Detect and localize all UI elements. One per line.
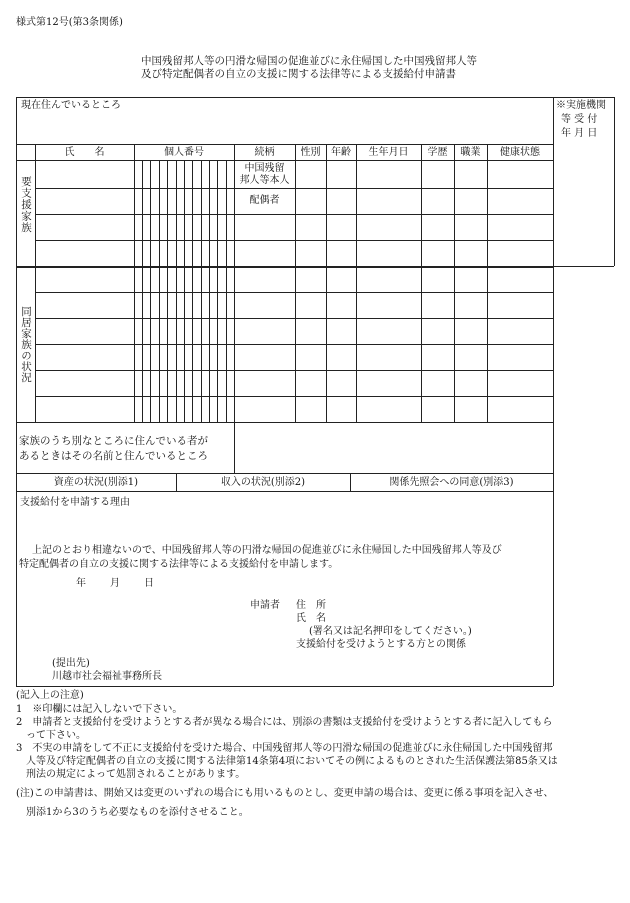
attachment-income: 収入の状況(別添2) bbox=[220, 477, 306, 488]
header-personal-number: 個人番号 bbox=[164, 147, 204, 158]
applicant-relation: 支援給付を受けようとする方との関係 bbox=[296, 639, 466, 650]
header-occupation: 職業 bbox=[460, 147, 481, 158]
relationship-spouse: 配偶者 bbox=[249, 195, 280, 206]
table-row[interactable] bbox=[36, 268, 553, 292]
agency-box-line3: 年 月 日 bbox=[561, 128, 598, 139]
note-3-line2: 人等及び特定配偶者の自立の支援に関する法律第14条第4項においてその例によるものとされた生活保護法第85条又は bbox=[26, 756, 558, 767]
header-birthdate: 生年月日 bbox=[368, 147, 409, 158]
note-1: 1 ※印欄には記入しないで下さい。 bbox=[16, 704, 183, 715]
separate-family-line1: 家族のうち別なところに住んでいる者が bbox=[19, 435, 208, 447]
header-name: 氏 名 bbox=[64, 147, 105, 158]
agency-box-line2: 等 受 付 bbox=[561, 114, 598, 125]
form-number: 様式第12号(第3条関係) bbox=[16, 17, 123, 28]
agency-box-line1: ※実施機関 bbox=[556, 100, 606, 111]
date-month-label: 月 bbox=[110, 578, 120, 589]
header-age: 年齢 bbox=[331, 147, 351, 158]
attachment-consent: 関係先照会への同意(別添3) bbox=[389, 477, 514, 488]
date-day-label: 日 bbox=[144, 578, 154, 589]
form-title-line2: 及び特定配偶者の自立の支援に関する法律等による支援給付申請書 bbox=[141, 68, 456, 80]
header-education: 学歴 bbox=[427, 147, 448, 158]
address-field[interactable] bbox=[17, 98, 553, 144]
applicant-seal-note: (署名又は記名押印をしてください。) bbox=[309, 626, 472, 637]
table-row[interactable] bbox=[36, 241, 553, 266]
note-2-line2: って下さい。 bbox=[26, 730, 86, 741]
address-label: 現在住んでいるところ bbox=[21, 100, 121, 111]
note-2-line1: 2 申請者と支援給付を受けようとする者が異なる場合には、別添の書類は支援給付を受けようとする者に記入してもら bbox=[16, 717, 553, 728]
date-year-label: 年 bbox=[76, 578, 86, 589]
header-relationship: 続柄 bbox=[254, 147, 275, 158]
table-row[interactable] bbox=[36, 293, 553, 318]
submit-to-label: (提出先) bbox=[52, 658, 90, 669]
table-row[interactable] bbox=[36, 161, 553, 188]
separate-family-line2: あるときはその名前と住んでいるところ bbox=[19, 450, 208, 462]
table-row[interactable] bbox=[36, 345, 553, 370]
table-row[interactable] bbox=[36, 319, 553, 344]
applicant-name: 氏 名 bbox=[296, 613, 326, 624]
applicant-address: 住 所 bbox=[296, 600, 326, 611]
reason-field[interactable] bbox=[17, 510, 553, 540]
declaration-line2: 特定配偶者の自立の支援に関する法律等による支援給付を申請します。 bbox=[19, 559, 339, 570]
relationship-self-line2: 邦人等本人 bbox=[239, 175, 290, 186]
note-extra-line1: (注)この申請書は、開始又は変更のいずれの場合にも用いるものとし、変更申請の場合は、変更に係る事項を記入させ、 bbox=[16, 788, 554, 799]
cohabiting-family-label: 同居家族の状況 bbox=[20, 306, 32, 383]
separate-family-field[interactable] bbox=[235, 423, 553, 473]
notes-heading: (記入上の注意) bbox=[16, 690, 84, 701]
table-row[interactable] bbox=[36, 189, 553, 214]
note-3-line3: 刑法の規定によって処罰されることがあります。 bbox=[26, 769, 246, 780]
note-extra-line2: 別添1から3のうち必要なものを添付させること。 bbox=[26, 807, 249, 818]
support-family-label: 要支援家族 bbox=[20, 176, 32, 234]
relationship-self-line1: 中国残留 bbox=[244, 163, 285, 174]
reason-label: 支援給付を申請する理由 bbox=[20, 497, 130, 508]
form-title-line1: 中国残留邦人等の円滑な帰国の促進並びに永住帰国した中国残留邦人等 bbox=[141, 55, 477, 67]
attachment-assets: 資産の状況(別添1) bbox=[53, 477, 139, 488]
applicant-label: 申請者 bbox=[250, 600, 280, 611]
table-row[interactable] bbox=[36, 371, 553, 396]
note-3-line1: 3 不実の申請をして不正に支援給付を受けた場合、中国残留邦人等の円滑な帰国の促進並びに永住帰国した中国残留邦 bbox=[16, 743, 553, 754]
submit-to-office: 川越市社会福祉事務所長 bbox=[52, 671, 162, 682]
declaration-line1: 上記のとおり相違ないので、中国残留邦人等の円滑な帰国の促進並びに永住帰国した中国残留邦人等及び bbox=[32, 545, 502, 556]
header-sex: 性別 bbox=[300, 147, 321, 158]
table-row[interactable] bbox=[36, 215, 553, 240]
table-row[interactable] bbox=[36, 397, 553, 422]
header-health: 健康状態 bbox=[500, 147, 540, 158]
